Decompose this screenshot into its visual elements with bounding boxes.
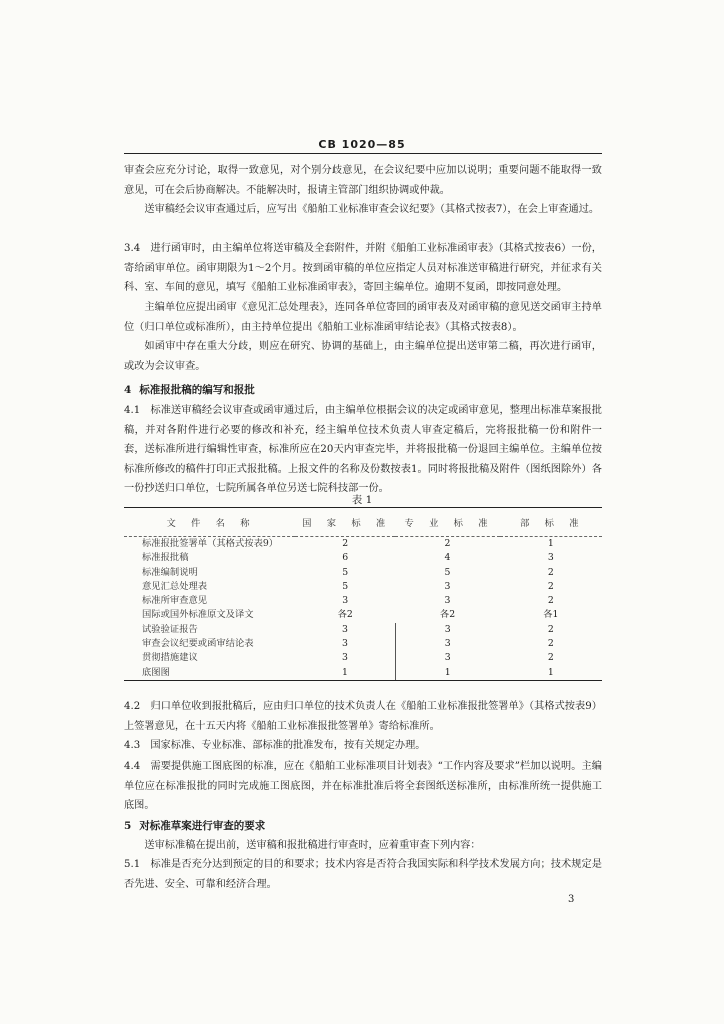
table-caption: 表 1 xyxy=(351,494,373,506)
paragraph-4-4-drawings: 4.4 需要提供施工图底图的标准，应在《船舶工业标准项目计划表》“工作内容及要求”栏加以说明。主编单位应在标准报批的同时完成施工图底图，并在标准批准后将全套图纸送标准所，由标准所统一提供施工底图。 xyxy=(124,761,602,811)
table-cell: 1 xyxy=(395,666,499,681)
table-row xyxy=(124,566,602,580)
paragraph-3-4-letter-review: 3.4 进行函审时，由主编单位将送审稿及全套附件，并附《船舶工业标准函审表》（其格式按表6）一份，寄给函审单位。函审期限为1～2个月。按到函审稿的单位应指定人员对标准送审稿进行研究，并征求有关科、室、车间的意见，填写《船舶工业标准函审表》，寄回主编单位。逾期不复函，即按同意处理。 xyxy=(124,243,602,293)
table-cell: 2 xyxy=(547,638,554,650)
table-cell: 2 xyxy=(342,538,349,549)
page-number: 3 xyxy=(568,894,575,905)
table-cell: 底图图 xyxy=(124,666,295,681)
table-cell: 3 xyxy=(342,595,349,607)
section-title: 标准报批稿的编写和报批 xyxy=(139,384,255,396)
table-cell: 各2 xyxy=(439,609,456,621)
paragraph-4-1-approval-draft: 4.1 标准送审稿经会议审查或函审通过后，由主编单位根据会议的决定或函审意见，整理出标准草案报批稿，并对各附件进行必要的修改和补充，经主编单位技术负责人审查定稿后，完将报批稿一份和附件一套，送标准所进行编辑性审查，标准所应在20天内审查完毕，并将报批稿一份退回主编单位。主编单位按标准所修改的稿件打印正式报批稿。上报文件的名称及份数按表1。同时将报批稿及附件（图纸图除外）各一份抄送归口单位，七院所属各单位另送七院科技部一份。 xyxy=(124,405,602,494)
table-row xyxy=(124,651,602,665)
section-title: 对标准草案进行审查的要求 xyxy=(139,820,266,832)
section-heading-4 xyxy=(124,382,255,397)
table-cell: 3 xyxy=(341,638,348,650)
standard-code-header: CB 1020—85 xyxy=(318,138,406,151)
paragraph-4-2-signoff: 4.2 归口单位收到报批稿后，应由归口单位的技术负责人在《船舶工业标准报批签署单》（其格式按表9）上签署意见，在十五天内将《船舶工业标准报批签署单》寄给标准所。 xyxy=(124,701,602,732)
table-cell: 各1 xyxy=(543,609,559,621)
table-cell: 2 xyxy=(547,595,554,607)
table-cell: 2 xyxy=(547,623,554,635)
table-cell: 1 xyxy=(547,538,554,549)
table-cell: 6 xyxy=(342,552,349,564)
table-row xyxy=(124,580,602,594)
table-cell: 5 xyxy=(342,566,349,578)
section-number: 4 xyxy=(124,384,132,396)
paragraph-5-1-criteria: 5.1 标准是否充分达到预定的目的和要求；技术内容是否符合我国实际和科学技术发展方向；技术规定是否先进、安全、可靠和经济合理。 xyxy=(124,859,602,890)
column-header: 专 业 标 准 xyxy=(395,508,499,537)
table-cell: 5 xyxy=(342,580,349,592)
table-row xyxy=(124,537,602,552)
table-cell: 各2 xyxy=(337,609,353,621)
table-cell: 审查会议纪要或函审结论表 xyxy=(142,638,254,650)
column-header: 部 标 准 xyxy=(500,508,602,537)
table-cell: 1 xyxy=(500,666,602,681)
table-row xyxy=(124,608,602,622)
table-cell: 标准报批稿 xyxy=(142,552,189,564)
table-row xyxy=(124,637,602,651)
table-cell: 国际或国外标准原文及译文 xyxy=(142,609,254,621)
table-row xyxy=(124,551,602,565)
table-cell: 3 xyxy=(395,623,499,637)
table-cell: 试验验证报告 xyxy=(142,623,198,635)
table-cell: 标准编制说明 xyxy=(142,566,198,578)
table-row xyxy=(124,623,602,637)
table-row xyxy=(124,594,602,608)
paragraph-review-intro: 送审标准稿在提出前，送审稿和报批稿进行审查时，应着重审查下列内容： xyxy=(144,840,481,851)
paragraph-meeting-minutes: 送审稿经会议审查通过后，应写出《船舶工业标准审查会议纪要》（其格式按表7），在会上审查通过。 xyxy=(144,204,600,215)
table-cell: 贯彻措施建议 xyxy=(142,652,198,664)
table-cell: 意见汇总处理表 xyxy=(142,580,208,592)
table-cell: 2 xyxy=(547,566,554,578)
table-cell: 3 xyxy=(395,651,499,665)
table-cell: 3 xyxy=(341,623,348,635)
table-cell: 3 xyxy=(444,595,451,607)
table-cell: 5 xyxy=(444,566,451,578)
table-cell: 标准报批签署单（其格式按表9） xyxy=(142,538,279,549)
table-cell: 2 xyxy=(444,538,451,549)
column-header: 文 件 名 称 xyxy=(124,508,295,537)
paragraph-second-draft: 如函审中存在重大分歧，则应在研究、协调的基础上，由主编单位提出送审第二稿，再次进行函审，或改为会议审查。 xyxy=(124,341,602,372)
table-cell: 4 xyxy=(444,552,451,564)
table-cell: 1 xyxy=(295,666,395,681)
section-number: 5 xyxy=(124,820,132,832)
paragraph-opinion-summary: 主编单位应提出函审《意见汇总处理表》，连同各单位寄回的函审表及对函审稿的意见送交函审主持单位（归口单位或标准所），由主持单位提出《船舶工业标准函审结论表》（其格式按表8）。 xyxy=(124,302,602,333)
table-cell: 3 xyxy=(395,637,499,651)
table-cell: 2 xyxy=(547,580,554,592)
paragraph-review-meeting: 审查会应充分讨论，取得一致意见，对个别分歧意见，在会议纪要中应加以说明；重要问题不能取得一致意见，可在会后协商解决。不能解决时，报请主管部门组织协调或仲裁。 xyxy=(124,165,602,196)
table-header-row xyxy=(124,508,602,537)
table-1 xyxy=(124,507,602,681)
table-cell: 3 xyxy=(341,652,348,664)
table-cell: 3 xyxy=(444,580,451,592)
header-rule xyxy=(124,153,602,154)
table-cell: 3 xyxy=(547,552,554,564)
column-header: 国 家 标 准 xyxy=(295,508,395,537)
paragraph-4-3-publication: 4.3 国家标准、专业标准、部标准的批准发布，按有关规定办理。 xyxy=(124,740,426,751)
table-cell: 标准所审查意见 xyxy=(142,595,208,607)
table-cell: 2 xyxy=(547,652,554,664)
table-row xyxy=(124,666,602,681)
section-heading-5 xyxy=(124,818,265,833)
